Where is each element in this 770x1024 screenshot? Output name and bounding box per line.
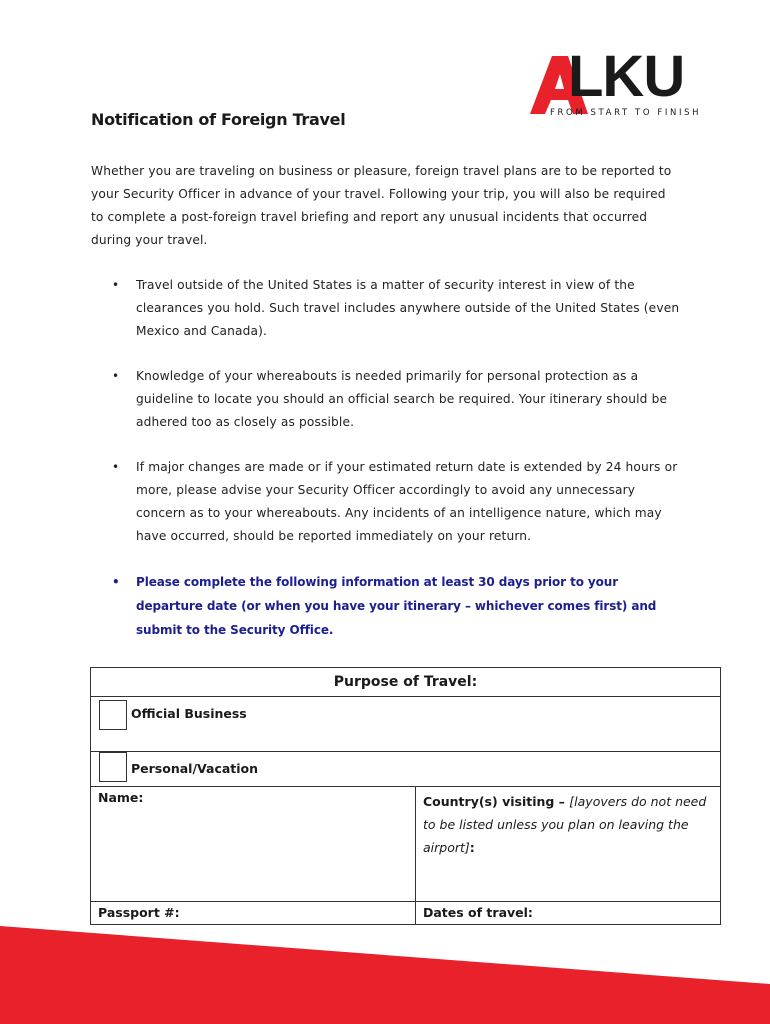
column-divider — [415, 787, 416, 901]
bullet-icon: • — [112, 575, 120, 589]
notice-text: Please complete the following information at least 30 days prior to your departure date (or when you have your itinerary – whichever comes first) and submit to the Security Office. — [136, 575, 657, 637]
country-note: [layovers do not need to be listed unless you plan on leaving the airport] — [423, 794, 707, 855]
personal-vacation-label: Personal/Vacation — [131, 761, 259, 776]
alku-logo — [528, 44, 708, 118]
personal-vacation-checkbox[interactable] — [99, 752, 127, 782]
list-item-text: Knowledge of your whereabouts is needed primarily for personal protection as a guideline to locate you should an official search be required. Your itinerary should be adhered too as closely as possible. — [136, 369, 668, 429]
country-label-text: Country(s) visiting – — [423, 794, 570, 809]
submission-notice — [112, 570, 682, 642]
document-title: Notification of Foreign Travel — [91, 110, 346, 129]
travel-form — [90, 667, 721, 925]
bullet-icon: • — [112, 460, 120, 474]
bullet-icon: • — [112, 369, 120, 383]
list-item — [112, 456, 682, 548]
passport-field[interactable]: Passport #: — [98, 905, 180, 920]
list-item-text: If major changes are made or if your estimated return date is extended by 24 hours or more, please advise your Security Officer accordingly to avoid any unnecessary concern as to your whereabouts. Any incidents of an intelligence nature, which may have occurred, should be reported immediately on your return. — [136, 460, 678, 543]
personal-vacation-row — [91, 752, 720, 787]
logo-wordmark: LKU — [568, 44, 685, 109]
purpose-heading: Purpose of Travel: — [333, 674, 478, 690]
list-item-text: Travel outside of the United States is a matter of security interest in view of the clearances you hold. Such travel includes anywhere outside of the United States (even Mexico and Canada). — [136, 278, 680, 338]
guidelines-list — [112, 274, 682, 664]
name-field[interactable]: Name: — [98, 790, 144, 805]
official-business-label: Official Business — [131, 706, 247, 721]
name-country-row — [91, 787, 720, 902]
country-colon: : — [469, 840, 475, 855]
official-business-row — [91, 697, 720, 752]
list-item — [112, 365, 682, 434]
bullet-icon: • — [112, 278, 120, 292]
official-business-checkbox[interactable] — [99, 700, 127, 730]
dates-of-travel-field[interactable]: Dates of travel: — [423, 905, 533, 920]
list-item — [112, 274, 682, 343]
footer-red-band — [0, 920, 770, 1024]
form-heading-row — [91, 668, 720, 697]
country-field[interactable] — [423, 790, 713, 859]
intro-paragraph: Whether you are traveling on business or pleasure, foreign travel plans are to be reported to your Security Officer in advance of your travel. Following your trip, you will also be required to complete a post-foreign travel briefing and report any unusual incidents that occurred during your travel. — [91, 164, 672, 247]
logo-tagline: FROM START TO FINISH — [550, 108, 702, 118]
